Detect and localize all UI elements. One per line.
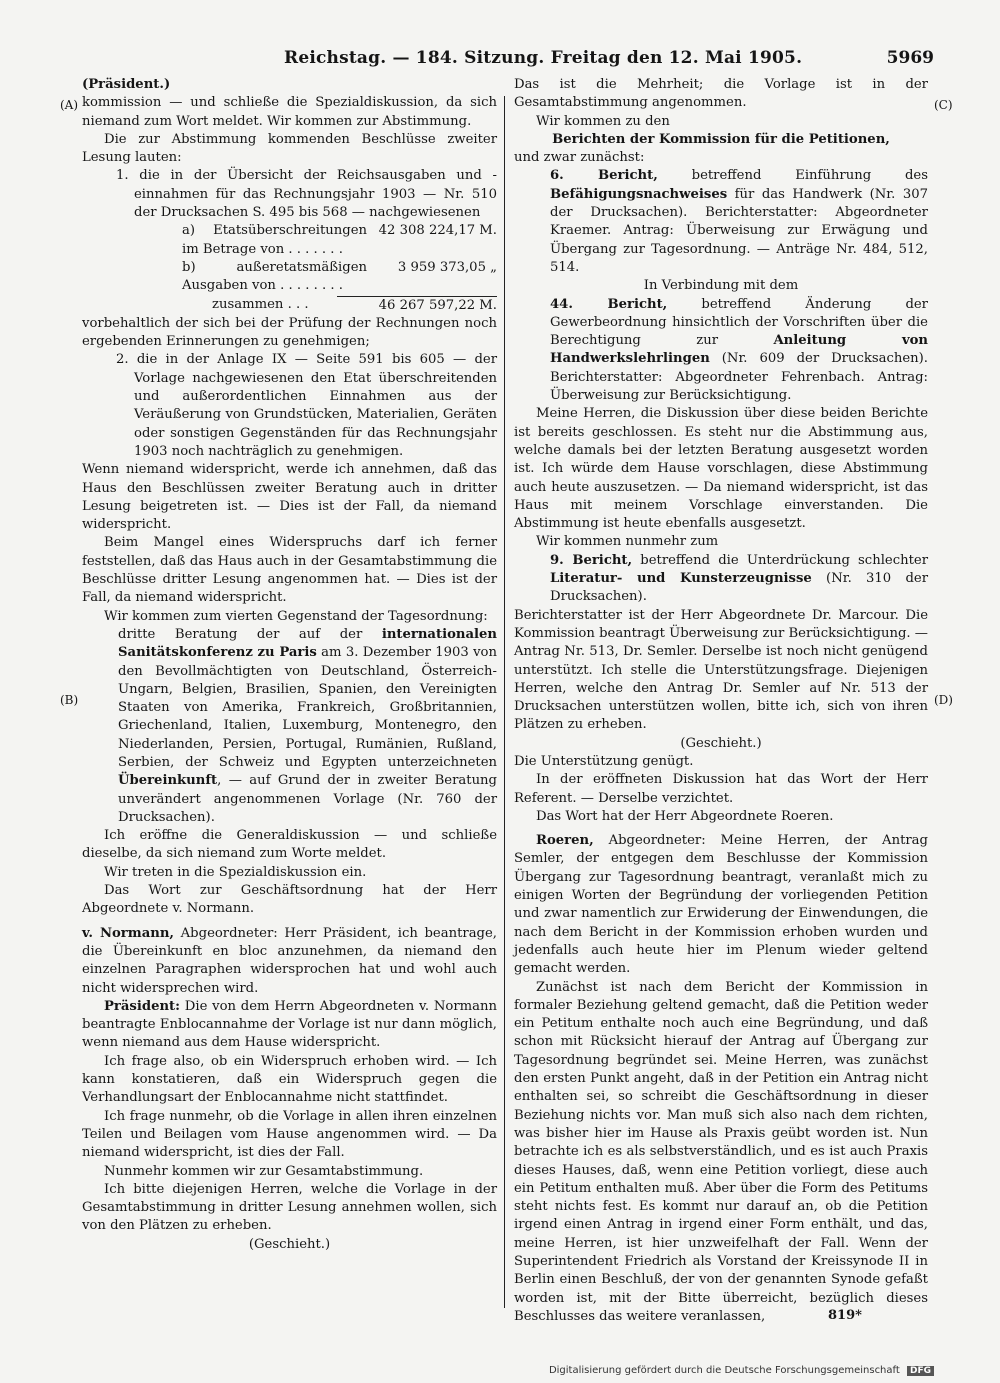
resolution-item-2: 2. die in der Anlage IX — Seite 591 bis 605 — der Vorlage nachgewiesenen den Etat überschreitenden und außerordentlichen Einnahmen aus der Veräußerung von Grundstücken, Materialien, Geräten oder sonstigen Gegenständen für das Rechnungsjahr 1903 noch nachträglich zu genehmigen. [116, 352, 497, 459]
paragraph: Die zur Abstimmung kommenden Beschlüsse zweiter Lesung lauten: [82, 131, 497, 166]
sum-label: zusammen . . . [212, 296, 309, 312]
speaker-name: v. Normann, [82, 925, 175, 941]
amount-label: b) außeretatsmäßigen Ausgaben von . . . . . . . . [182, 259, 367, 294]
paragraph: vorbehaltlich der sich bei der Prüfung der Rechnungen noch ergebenden Erinnerungen zu genehmigen; [82, 315, 497, 350]
agenda-item [82, 626, 497, 827]
speech [82, 925, 497, 998]
speaker-name: Roeren, [536, 833, 594, 849]
paragraph: Berichterstatter ist der Herr Abgeordnete Dr. Marcour. Die Kommission beantragt Überweisung zur Berücksichtigung. — Antrag Nr. 513, Dr. Semler. Derselbe ist noch nicht genügend unterstützt. Ich stelle die Unterstützungsfrage. Diejenigen Herren, welche den Antrag Dr. Semler auf Nr. 513 der Drucksachen unterstützen wollen, bitte ich, sich von ihren Plätzen zu erheben. [514, 607, 928, 733]
paragraph: Die Unterstützung genügt. [514, 753, 694, 769]
report-text: betreffend die Unterdrückung schlechter [632, 552, 928, 568]
page-header [84, 48, 934, 74]
report-number: 9. Bericht, [550, 552, 633, 568]
running-title: Reichstag. — 184. Sitzung. Freitag den 12. Mai 1905. [284, 48, 803, 68]
paragraph: Wenn niemand widerspricht, werde ich annehmen, daß das Haus den Beschlüssen zweiter Beratung auch in dritter Lesung beigetreten ist. — Dies ist der Fall, da niemand widerspricht. [82, 462, 497, 533]
amount-row [82, 259, 497, 296]
agenda-emphasis: internationalen Sanitätskonferenz zu Paris [118, 626, 497, 661]
paragraph: Wir kommen zu den [536, 113, 670, 129]
sum-row [82, 296, 497, 315]
paragraph: Ich eröffne die Generaldiskussion — und schließe dieselbe, da sich niemand zum Worte meldet. [82, 828, 497, 862]
speaker-name: Präsident: [104, 998, 181, 1014]
paragraph: kommission — und schließe die Spezialdiskussion, da sich niemand zum Wort meldet. Wir kommen zur Abstimmung. [82, 95, 497, 129]
amount-value: 3 959 373,05 „ [397, 259, 497, 275]
margin-mark-a: (A) [60, 98, 79, 112]
agenda-text: , — auf Grund der in zweiter Beratung unverändert angenommenen Vorlage (Nr. 760 der Drucksachen). [118, 773, 497, 825]
amount-value: 42 308 224,17 M. [378, 223, 497, 239]
left-column [82, 76, 497, 1254]
paragraph: Das Wort hat der Herr Abgeordnete Roeren. [536, 808, 834, 824]
report-emphasis: Befähigungsnachweises [550, 186, 728, 202]
report-text: für das Handwerk (Nr. 307 der Drucksachen). Berichterstatter: Abgeordneter Kraemer. Antrag: Überweisung zur Erwägung und Übergang zur Tagesordnung. — Anträge Nr. 484, 512, 514. [550, 186, 928, 275]
speaker-label: (Präsident.) [82, 77, 171, 92]
report-item [514, 167, 928, 277]
speech-text: Die von dem Herrn Abgeordneten v. Normann beantragte Enblocannahme der Vorlage ist nur dann möglich, wenn niemand aus dem Hause widerspricht. [82, 998, 497, 1051]
report-text: (Nr. 609 der Drucksachen). Berichterstatter: Abgeordneter Fehrenbach. Antrag: Überweisung zur Berücksichtigung. [550, 351, 928, 404]
paragraph: Beim Mangel eines Widerspruchs darf ich ferner feststellen, daß das Haus auch in der Gesamtabstimmung die Beschlüsse dritter Lesung angenommen hat. — Dies ist der Fall, da niemand widerspricht. [82, 535, 497, 606]
margin-mark-c: (C) [934, 98, 953, 112]
amount-label: a) Etatsüberschreitungen im Betrage von . . . . . . . [182, 223, 367, 257]
dfg-logo-icon: DFG [907, 1366, 934, 1376]
paragraph: In Verbindung mit dem [643, 278, 799, 294]
amount-row [82, 222, 497, 259]
speech-text: Abgeordneter: Meine Herren, der Antrag Semler, der entgegen dem Beschlusse der Kommission Übergang zur Tagesordnung beantragt, veranlaßt mich zu einigen Worten der Begründung der vorliegenden Petition und zwar namentlich zur Erwiderung der Einwendungen, die nach dem Bericht in der Kommission erhoben wurden und jedenfalls auch heute hier im Plenum wieder geltend gemacht werden. [514, 833, 928, 977]
digitization-footer [549, 1365, 934, 1376]
sum-value: 46 267 597,22 M. [337, 296, 497, 315]
signature-mark: 819* [828, 1308, 862, 1323]
paragraph: Wir treten in die Spezialdiskussion ein. [104, 864, 367, 880]
paragraph: Wir kommen nunmehr zum [536, 534, 719, 550]
margin-mark-d: (D) [934, 693, 953, 707]
paragraph: Nunmehr kommen wir zur Gesamtabstimmung. [104, 1163, 424, 1179]
report-number: 6. Bericht, [550, 168, 658, 184]
agenda-text: dritte Beratung der auf der [118, 626, 382, 642]
report-emphasis: Anleitung von Handwerkslehrlingen [550, 333, 929, 367]
speech-text: Abgeordneter: Herr Präsident, ich beantrage, die Übereinkunft en bloc anzunehmen, da niemand den einzelnen Paragraphen widersprochen hat und wohl auch nicht widersprechen wird. [82, 925, 497, 996]
speech [514, 832, 928, 978]
column-divider [504, 96, 505, 1308]
paragraph: Ich bitte diejenigen Herren, welche die Vorlage in der Gesamtabstimmung in dritter Lesung annehmen wollen, sich von den Plätzen zu erheben. [82, 1181, 497, 1234]
speech [82, 998, 497, 1053]
report-text: betreffend Einführung des [657, 168, 928, 184]
footer-text: Digitalisierung gefördert durch die Deutsche Forschungsgemeinschaft [548, 1365, 900, 1376]
report-number: 44. Bericht, [550, 296, 668, 312]
paragraph: und zwar zunächst: [514, 150, 645, 166]
report-text: betreffend Änderung der Gewerbeordnung hinsichtlich der Vorschriften über die Berechtigung zur [550, 296, 928, 349]
resolution-item-1: 1. die in der Übersicht der Reichsausgaben und -einnahmen für das Rechnungsjahr 1903 — Nr. 510 der Drucksachen S. 495 bis 568 — nachgewiesenen [116, 168, 497, 221]
agenda-emphasis: Übereinkunft [118, 773, 218, 789]
paragraph: Ich frage nunmehr, ob die Vorlage in allen ihren einzelnen Teilen und Beilagen vom Hause angenommen wird. — Da niemand widerspricht, ist dies der Fall. [82, 1108, 497, 1161]
margin-mark-b: (B) [60, 693, 79, 707]
paragraph: Das Wort zur Geschäftsordnung hat der Herr Abgeordnete v. Normann. [82, 883, 497, 917]
right-column [514, 76, 928, 1326]
stage-direction: (Geschieht.) [680, 735, 762, 751]
page-number: 5969 [886, 48, 934, 68]
paragraph: Wir kommen zum vierten Gegenstand der Tagesordnung: [104, 608, 488, 624]
agenda-text: am 3. Dezember 1903 von den Bevollmächtigten von Deutschland, Österreich-Ungarn, Belgien, Brasilien, Spanien, den Vereinigten Staaten von Amerika, Frankreich, Großbritannien, Griechenland, Italien, Luxemburg, Montenegro, den Niederlanden, Persien, Portugal, Rumänien, Rußland, Serbien, der Schweiz und Egypten unterzeichneten [118, 645, 497, 770]
paragraph: In der eröffneten Diskussion hat das Wort der Herr Referent. — Derselbe verzichtet. [514, 772, 928, 806]
paragraph: Das ist die Mehrheit; die Vorlage ist in der Gesamtabstimmung angenommen. [514, 77, 928, 111]
report-item [514, 552, 928, 607]
paragraph: Zunächst ist nach dem Bericht der Kommission in formaler Beziehung geltend gemacht, daß die Petition weder ein Petitum enthalte noch auch eine Begründung, und daß schon mit Rücksicht hierauf der Antrag auf Übergang zur Tagesordnung begründet sei. Meine Herren, was zunächst den ersten Punkt angeht, daß in der Petition ein Antrag nicht enthalten sei, so schreibt die Geschäftsordnung in dieser Beziehung nichts vor. Man muß sich also nach dem richten, was bisher hier im Hause als Praxis geübt worden ist. Nun betrachte ich es als selbstverständlich, und es ist auch Praxis dieses Hauses, daß, wenn eine Petition vorliegt, diese auch ein Petitum enthalten muß. Aber über die Form des Petitums steht nichts fest. Es kommt nur darauf an, ob die Petition irgend einen Antrag in irgend einer Form enthält, und das, meine Herren, ist hier unzweifelhaft der Fall. Wenn der Superintendent Friedrich als Vorstand der Kreissynode II in Berlin einen Beschluß, der von der genannten Synode gefaßt worden ist, mit der Bitte überreicht, bezüglich dieses Beschlusses das weitere veranlassen, [514, 979, 928, 1324]
paragraph: Meine Herren, die Diskussion über diese beiden Berichte ist bereits geschlossen. Es steht nur die Abstimmung aus, welche damals bei der letzten Beratung ausgesetzt worden ist. Ich würde dem Hause vorschlagen, diese Abstimmung auch heute auszusetzen. — Da niemand widerspricht, ist das Haus mit meinem Vorschlage einverstanden. Die Abstimmung ist heute ebenfalls ausgesetzt. [514, 406, 928, 532]
report-emphasis: Literatur- und Kunsterzeugnisse [550, 571, 812, 587]
stage-direction: (Geschieht.) [248, 1236, 331, 1252]
report-text: (Nr. 310 der Drucksachen). [550, 571, 929, 605]
paragraph: Ich frage also, ob ein Widerspruch erhoben wird. — Ich kann konstatieren, daß ein Widerspruch gegen die Verhandlungsart der Enblocannahme nicht stattfindet. [82, 1053, 497, 1106]
report-item [514, 296, 928, 406]
section-heading: Berichten der Kommission für die Petitionen, [552, 131, 890, 147]
